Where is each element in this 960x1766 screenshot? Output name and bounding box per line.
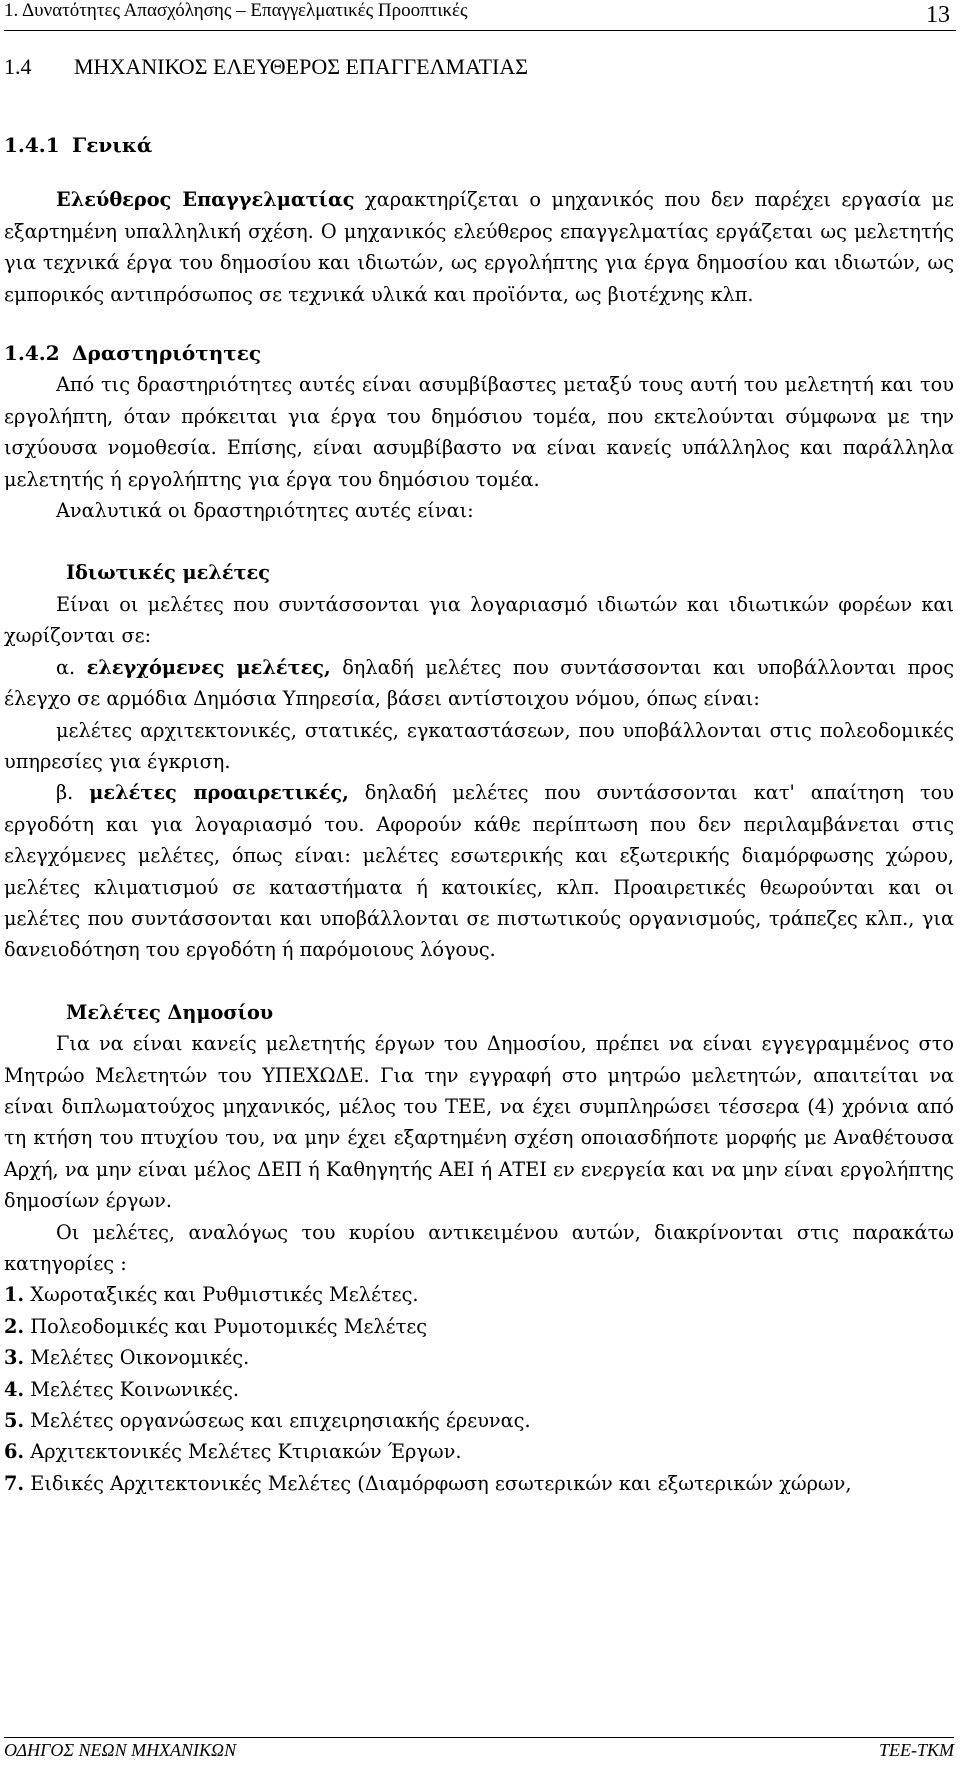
subsection-number: 1.4.2 [4,341,60,366]
list-text: Πολεοδομικές και Ρυμοτομικές Μελέτες [24,1314,428,1338]
list-number: 7. [4,1471,25,1495]
section-number: 1.4 [4,54,32,79]
subsection-heading-activities [4,338,954,369]
footer-right: ΤΕΕ-ΤΚΜ [878,1740,954,1760]
list-item [4,1279,954,1310]
category-list [4,1279,954,1499]
heading-private-studies: Ιδιωτικές μελέτες [66,561,271,585]
paragraph-activities: Από τις δραστηριότητες αυτές είναι ασυμβίβαστες μεταξύ τους αυτή του μελετητή και του εργολήπτη, όταν πρόκειται για έργα του δημόσιου τομέα, που εκτελούνται σύμφωνα με την ισχύουσα νομοθεσία. Επίσης, είναι ασυμβίβαστο να είναι κανείς υπάλληλος και παράλληλα μελετητής ή εργολήπτης για έργα του δημόσιου τομέα. [4,373,954,491]
list-text: Μελέτες Κοινωνικές. [24,1377,240,1401]
list-text: Μελέτες οργανώσεως και επιχειρησιακής έρευνας. [24,1409,531,1433]
paragraph-general [4,184,954,310]
item-b [4,777,954,965]
subsection-title: Γενικά [72,133,153,157]
list-number: 3. [4,1346,25,1370]
section-title [4,54,528,80]
list-number: 6. [4,1440,25,1464]
heading-public-studies: Μελέτες Δημοσίου [66,1000,274,1024]
subsection-title: Δραστηριότητες [72,341,262,366]
item-a-continued: μελέτες αρχιτεκτονικές, στατικές, εγκαταστάσεων, που υποβάλλονται στις πολεοδομικές υπηρεσίες για έγκριση. [4,718,954,773]
header-chapter: 1. Δυνατότητες Απασχόλησης – Επαγγελματικές Προοπτικές [4,0,468,21]
running-footer [4,1737,954,1766]
running-header [4,0,956,31]
bold-term: μελέτες προαιρετικές, [89,781,349,805]
paragraph-private: Είναι οι μελέτες που συντάσσονται για λογαριασμό ιδιωτών και ιδιωτικών φορέων και χωρίζονται σε: [4,592,954,648]
bold-term: ελεγχόμενες μελέτες, [86,655,331,679]
list-text: Χωροταξικές και Ρυθμιστικές Μελέτες. [24,1283,419,1307]
list-item [4,1405,954,1436]
list-item [4,1311,954,1342]
list-text: Ειδικές Αρχιτεκτονικές Μελέτες (Διαμόρφωση εσωτερικών και εξωτερικών χώρων, [24,1471,852,1495]
list-item [4,1374,954,1405]
paragraph-text: χαρακτηρίζεται ο μηχανικός που δεν παρέχει εργασία με εξαρτημένη υπαλληλική σχέση. Ο μηχανικός ελεύθερος επαγγελματίας εργάζεται ως μελετητής για τεχνικά έργα του δημοσίου και ιδιωτών, ως εργολήπτης για έργα δημοσίου και ιδιωτών, ως εμπορικός αντιπρόσωπος σε τεχνικά υλικά και προϊόντα, ως βιοτέχνης κλπ. [4,188,954,306]
body-content [4,130,954,1499]
paragraph-public: Για να είναι κανείς μελετητής έργων του Δημοσίου, πρέπει να είναι εγγεγραμμένος στο Μητρώο Μελετητών του ΥΠΕΧΩΔΕ. Για την εγγραφή στο μητρώο μελετητών, απαιτείται να είναι διπλωματούχος μηχανικός, μέλος του ΤΕΕ, να έχει συμπληρώσει τέσσερα (4) χρόνια από τη κτήση του πτυχίου του, να μην έχει εξαρτημένη σχέση οποιασδήποτε μορφής με Αναθέτουσα Αρχή, να μην είναι μέλος ΔΕΠ ή Καθηγητής ΑΕΙ ή ΑΤΕΙ εν ενεργεία και να μην είναι εργολήπτης δημοσίων έργων. [4,1032,954,1213]
item-prefix: β. [56,781,90,805]
list-item [4,1468,954,1499]
subsection-number: 1.4.1 [4,133,60,157]
list-number: 2. [4,1314,25,1338]
item-prefix: α. [56,655,87,679]
list-item [4,1436,954,1467]
item-text: δηλαδή μελέτες που συντάσσονται κατ' απαίτηση του εργοδότη και για λογαριασμό του. Αφορούν κάθε περίπτωση που δεν περιλαμβάνεται στις ελεγχόμενες μελέτες, όπως είναι: μελέτες εσωτερικής και εξωτερικής διαμόρφωσης χώρου, μελέτες κλιματισμού σε καταστήματα ή κατοικίες, κλπ. Προαιρετικές θεωρούνται και οι μελέτες που συντάσσονται και υποβάλλονται σε πιστωτικούς οργανισμούς, τράπεζες κλπ., για δανειοδότηση του εργοδότη ή παρόμοιους λόγους. [4,781,954,962]
list-item [4,1342,954,1373]
item-text: δηλαδή μελέτες που συντάσσονται και υποβάλλονται προς έλεγχο σε αρμόδια Δημόσια Υπηρεσία, βάσει αντίστοιχου νόμου, όπως είναι: [4,655,954,711]
footer-left: ΟΔΗΓΟΣ ΝΕΩΝ ΜΗΧΑΝΙΚΩΝ [4,1740,237,1760]
page-number: 13 [926,2,950,28]
section-heading: ΜΗΧΑΝΙΚΟΣ ΕΛΕΥΘΕΡΟΣ ΕΠΑΓΓΕΛΜΑΤΙΑΣ [74,54,529,79]
paragraph-categories-intro: Οι μελέτες, αναλόγως του κυρίου αντικειμένου αυτών, διακρίνονται στις παρακάτω κατηγορίες : [4,1220,954,1275]
bold-term: Ελεύθερος Επαγγελματίας [56,188,355,212]
paragraph-activities-intro: Αναλυτικά οι δραστηριότητες αυτές είναι: [56,499,474,523]
item-a [4,652,954,715]
list-text: Μελέτες Οικονομικές. [24,1346,250,1370]
list-text: Αρχιτεκτονικές Μελέτες Κτιριακών Έργων. [24,1440,462,1464]
subsection-heading-general [4,130,954,161]
list-number: 1. [4,1283,25,1307]
list-number: 5. [4,1409,25,1433]
list-number: 4. [4,1377,25,1401]
